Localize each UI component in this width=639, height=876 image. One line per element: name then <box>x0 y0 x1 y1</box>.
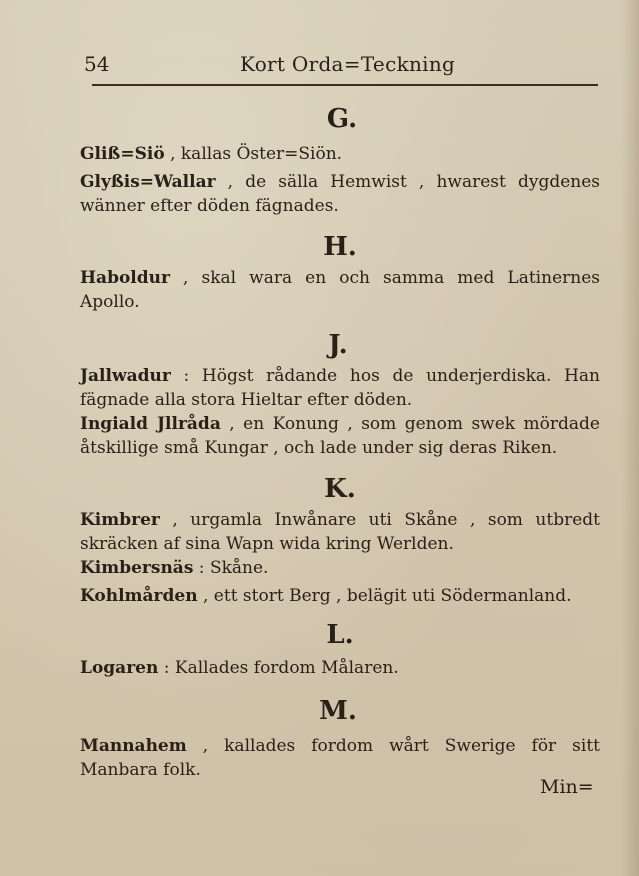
entry-term: Ingiald Jllråda <box>80 414 221 434</box>
entry-text: , skal wara en och samma med Latinernes Apollo. <box>80 268 600 312</box>
entry-glis-sio <box>80 142 600 166</box>
entry-text: : Kallades fordom Målaren. <box>158 658 399 678</box>
section-letter-g: G. <box>326 104 358 134</box>
entry-kohlmarden <box>80 584 600 608</box>
page-edge-shadow <box>621 0 639 876</box>
header-rule <box>92 84 598 86</box>
entry-haboldur <box>80 266 600 314</box>
page-header <box>80 50 600 80</box>
entry-text: , kallades fordom wårt Swerige för sitt Manbara folk. <box>80 736 600 780</box>
entry-ingiald-illrada <box>80 412 600 460</box>
entry-logaren <box>80 656 600 680</box>
section-letter-m: M. <box>319 696 357 726</box>
entry-text: : Högst rådande hos de underjerdiska. Han fägnade alla stora Hieltar efter döden. <box>80 366 600 410</box>
entry-term: Glyßis=Wallar <box>80 172 216 192</box>
section-letter-l: L. <box>326 620 354 650</box>
running-title: Kort Orda=Teckning <box>240 52 456 76</box>
entry-term: Jallwadur <box>80 366 171 386</box>
section-letter-h: H. <box>323 232 357 262</box>
entry-term: Gliß=Siö <box>80 144 165 164</box>
section-letter-j: J. <box>328 330 348 360</box>
entry-text: , urgamla Inwånare uti Skåne , som utbredt skräcken af sina Wapn wida kring Werlden. <box>80 510 600 554</box>
entry-mannahem <box>80 734 600 782</box>
catchword: Min= <box>540 776 594 798</box>
page-number: 54 <box>84 52 110 76</box>
entry-term: Mannahem <box>80 736 187 756</box>
entry-kimbersnas <box>80 556 600 580</box>
entry-text: , ett stort Berg , belägit uti Södermanland. <box>197 586 572 606</box>
entry-text: , en Konung , som genom swek mördade åtskillige små Kungar , och lade under sig deras Riken. <box>80 414 600 458</box>
section-letter-k: K. <box>324 474 356 504</box>
entry-jallwadur <box>80 364 600 412</box>
entry-term: Kohlmården <box>80 586 198 606</box>
entry-term: Kimbersnäs <box>80 558 194 578</box>
entry-term: Kimbrer <box>80 510 160 530</box>
entry-text: , de sälla Hemwist , hwarest dygdenes wänner efter döden fägnades. <box>80 172 600 216</box>
entry-term: Logaren <box>80 658 159 678</box>
entry-glyssis-wallar <box>80 170 600 218</box>
entry-text: : Skåne. <box>193 558 269 578</box>
entry-term: Haboldur <box>80 268 170 288</box>
entry-text: , kallas Öster=Siön. <box>164 144 343 164</box>
entry-kimbrer <box>80 508 600 556</box>
